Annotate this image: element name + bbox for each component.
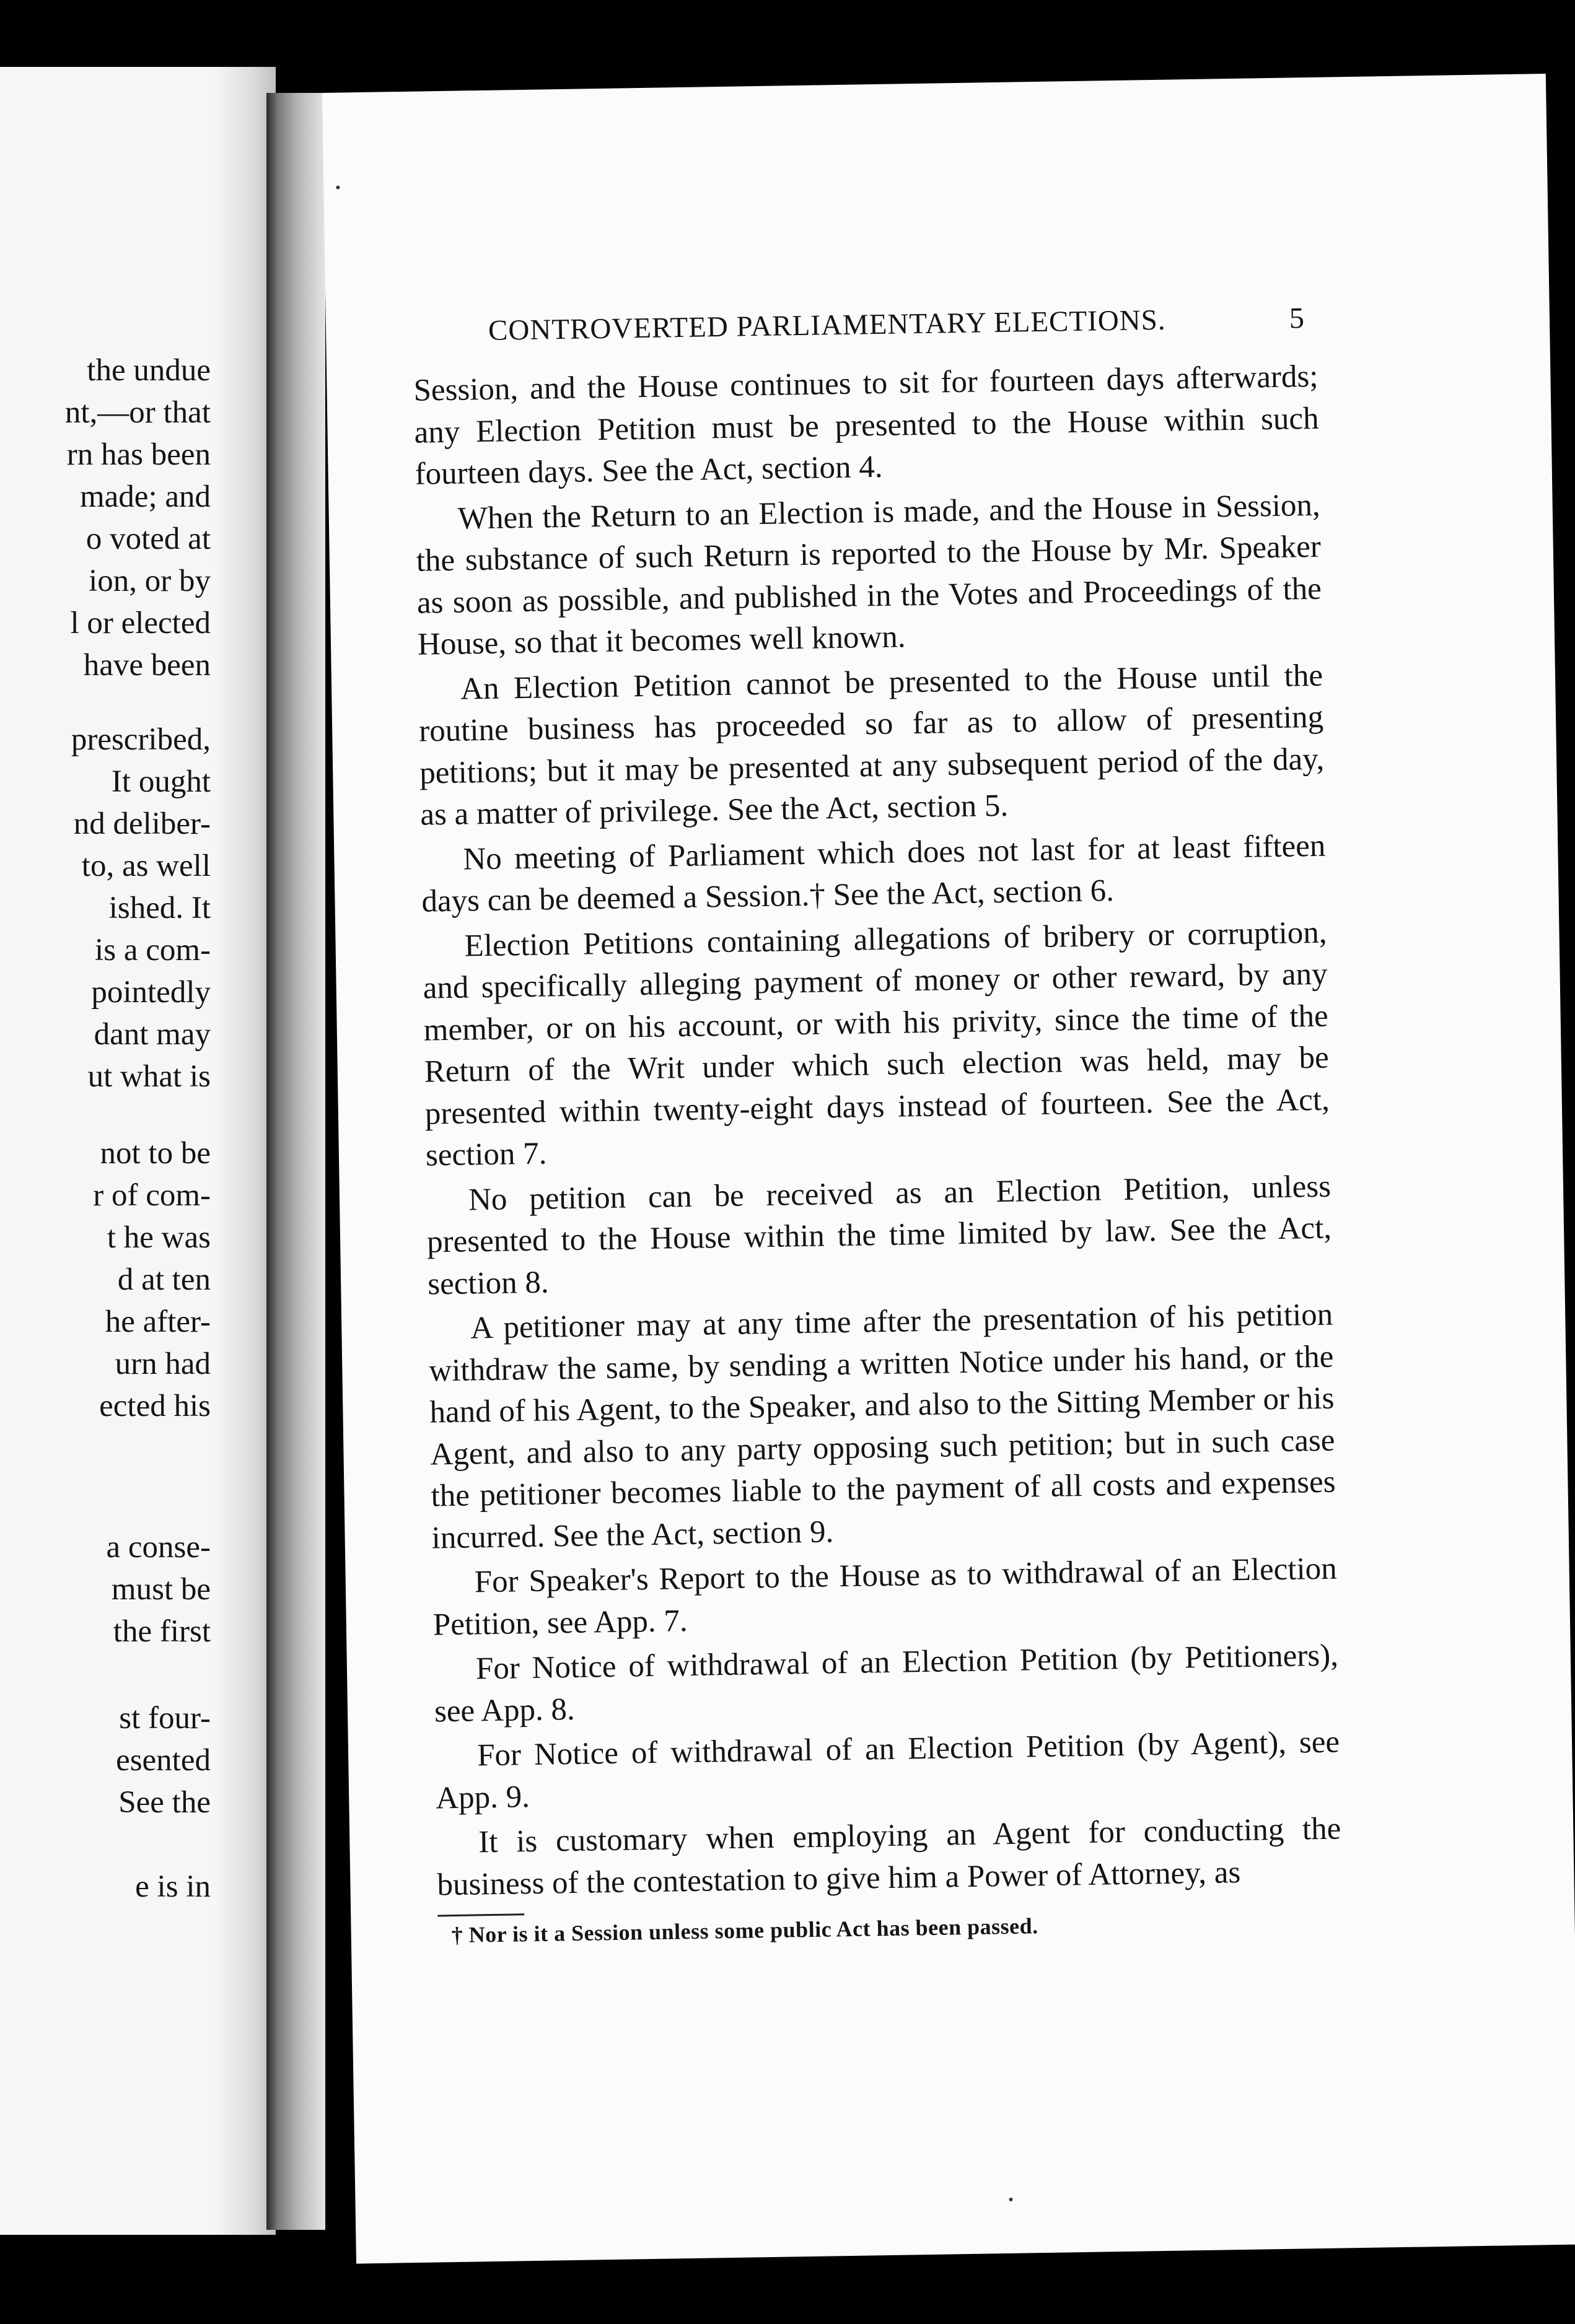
left-page-line: ut what is (87, 1059, 211, 1094)
paragraph: Session, and the House continues to sit for fourteen days afterwards; any Election Petition must be presented to the House within such fourteen days. See the Act, section 4. (413, 359, 1319, 492)
footnote: † Nor is it a Session unless some public Act has been passed. (451, 1913, 1038, 1948)
left-page-line: a conse- (106, 1530, 211, 1565)
left-page-line: the undue (87, 353, 211, 388)
left-page-line: is a com- (95, 933, 211, 968)
left-page-line: dant may (94, 1017, 211, 1052)
paragraph: A petitioner may at any time after the presentation of his petition withdraw the same, by sending a written Notice under his hand, or the hand of his Agent, to the Speaker, and also to the Sitting Member or his Agent, and also to any party opposing such petition; but in such case the petitioner becomes liable to the payment of all costs and expenses incurred. See the Act, section 9. (428, 1297, 1336, 1556)
running-head-title: CONTROVERTED PARLIAMENTARY ELECTIONS. (488, 304, 1166, 347)
left-page-line: st four- (119, 1701, 211, 1736)
left-page-line: the first (113, 1614, 211, 1649)
paragraph: No petition can be received as an Election Petition, unless presented to the House within the time limited by law. See the Act, section 8. (426, 1169, 1332, 1302)
paragraph: No meeting of Parliament which does not last for at least fifteen days can be deemed a Session.† See the Act, section 6. (421, 828, 1326, 919)
book-page (322, 74, 1575, 2264)
left-page-line: r of com- (93, 1178, 211, 1213)
left-facing-page (0, 67, 276, 2235)
left-page-line: urn had (115, 1347, 211, 1381)
paragraph: Election Petitions containing allegations of bribery or corruption, and specifically alleging payment of money or other reward, by any member, or on his account, or with his privity, since the time of the Return of the Writ under which such election was held, may be presented within twenty-eight days instead of fourteen. See the Act, section 7. (423, 915, 1330, 1173)
paragraph: For Notice of withdrawal of an Election Petition (by Petitioners), see App. 8. (434, 1638, 1339, 1729)
left-page-line: he after- (105, 1304, 211, 1339)
left-page-line: prescribed, (71, 722, 211, 757)
left-page-line: It ought (111, 764, 211, 799)
paragraph: For Notice of withdrawal of an Election Petition (by Agent), see App. 9. (435, 1724, 1340, 1815)
left-page-line: to, as well (81, 849, 211, 883)
left-page-line: ected his (99, 1389, 211, 1423)
left-page-line: have been (83, 648, 211, 683)
left-page-line: ished. It (108, 891, 211, 925)
left-page-line: nd deliber- (73, 806, 211, 841)
left-page-line: pointedly (91, 975, 211, 1010)
left-page-line: t he was (107, 1220, 211, 1255)
body-text (413, 356, 1343, 1950)
paragraph: An Election Petition cannot be presented to the House until the routine business has proceeded so far as to allow of presenting petitions; but it may be presented at any subsequent period of the day, as a matter of privilege. See the Act, section 5. (418, 658, 1325, 832)
ink-speck (1009, 2198, 1013, 2201)
left-page-line: made; and (80, 479, 211, 514)
left-page-line: o voted at (86, 522, 211, 556)
paragraph: For Speaker's Report to the House as to withdrawal of an Election Petition, see App. 7. (432, 1551, 1338, 1642)
left-page-line: See the (118, 1785, 211, 1820)
footnote-rule (437, 1913, 524, 1916)
left-page-line: e is in (135, 1869, 211, 1904)
left-page-line: d at ten (117, 1262, 211, 1297)
paragraph: When the Return to an Election is made, and the House in Session, the substance of such Return is reported to the House by Mr. Speaker as soon as possible, and published in the Votes and Proceedings of the House, so that it becomes well known. (416, 487, 1322, 662)
left-page-line: nt,—or that (64, 395, 211, 430)
left-page-line: esented (116, 1743, 211, 1778)
page-number: 5 (1289, 302, 1305, 335)
left-page-line: ion, or by (89, 564, 211, 598)
left-page-line: rn has been (66, 437, 211, 472)
left-page-line: must be (111, 1572, 211, 1607)
book-spine (266, 93, 325, 2230)
paragraph: It is customary when employing an Agent for conducting the business of the contestation to give him a Power of Attorney, as (437, 1811, 1341, 1902)
left-page-line: l or elected (70, 606, 211, 640)
left-page-line: not to be (100, 1136, 211, 1171)
ink-speck (336, 186, 340, 190)
